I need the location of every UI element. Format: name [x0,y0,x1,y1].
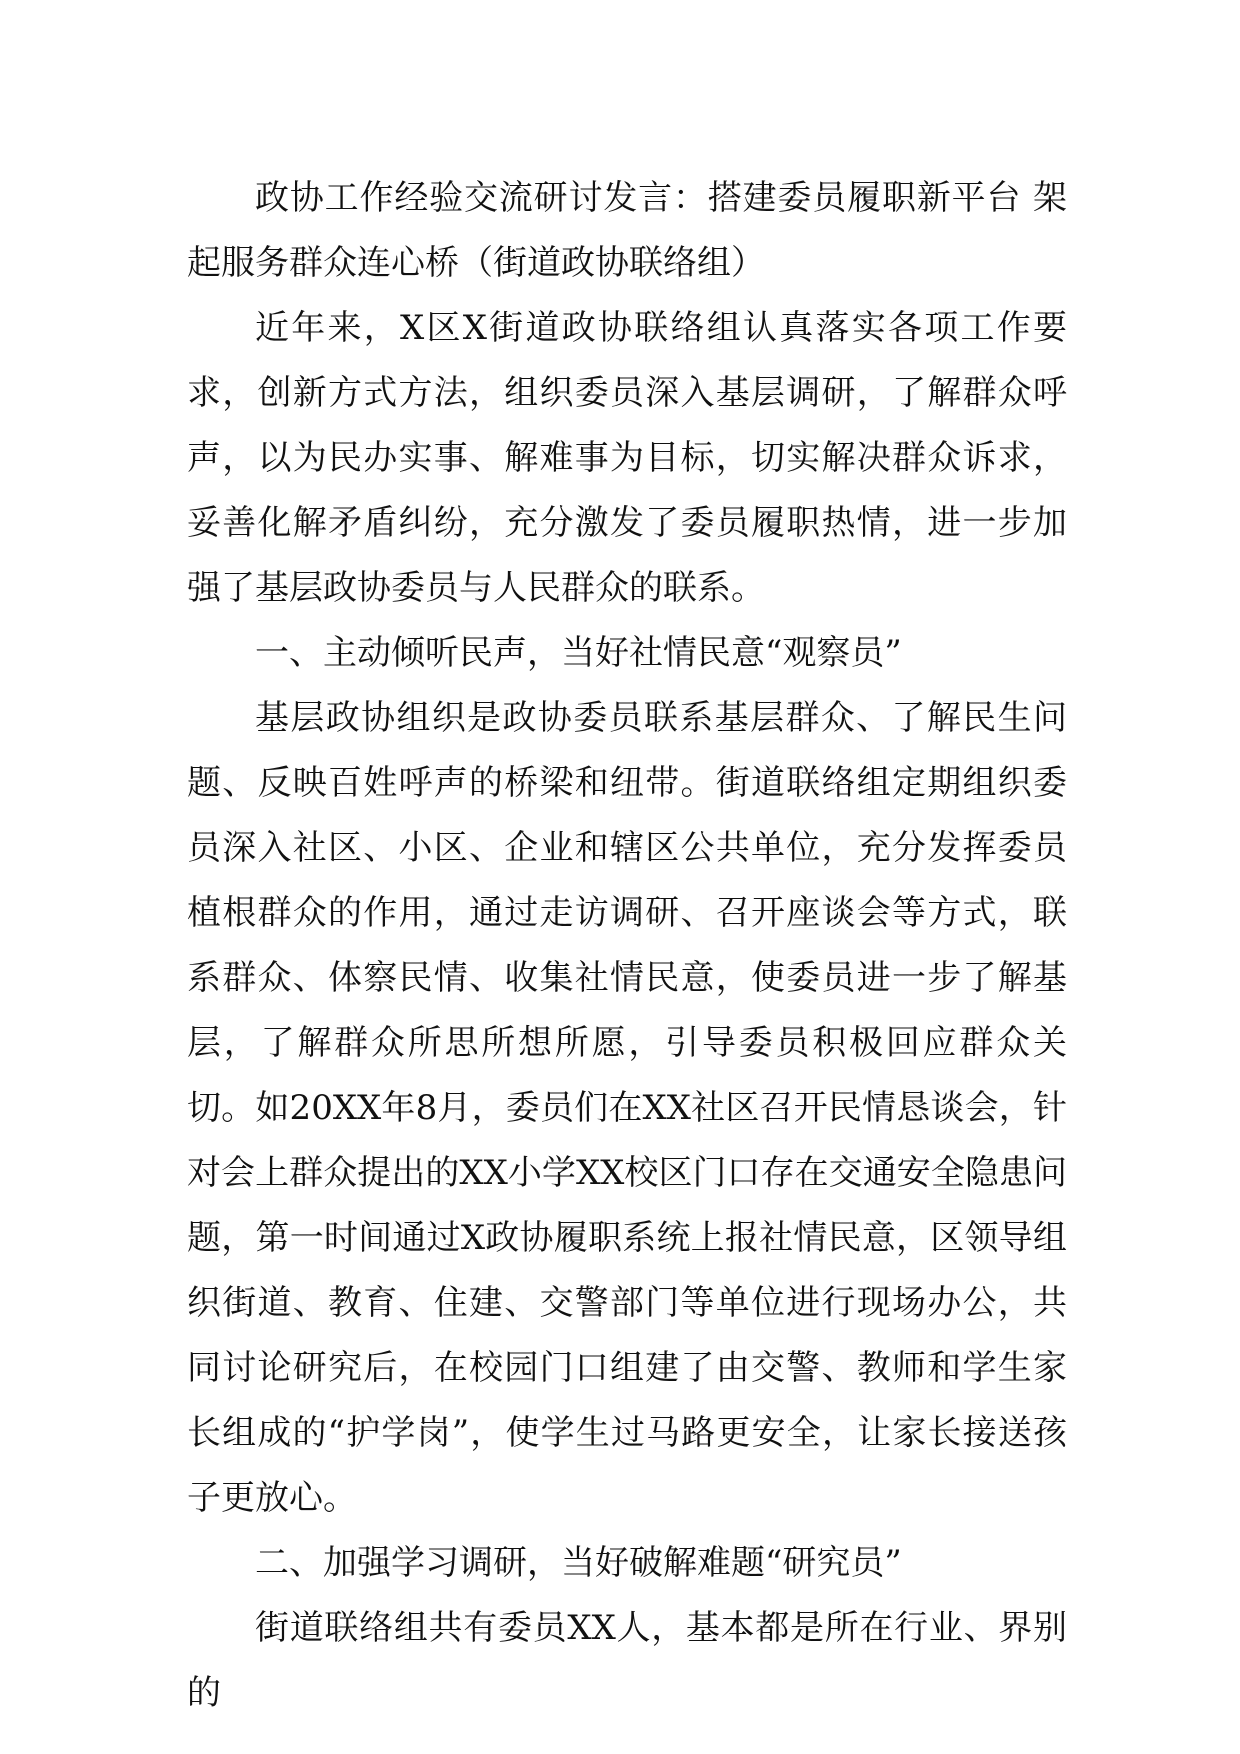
document-body [187,166,1067,1726]
paragraph-section-1: 基层政协组织是政协委员联系基层群众、了解民生问题、反映百姓呼声的桥梁和纽带。街道联络组定期组织委员深入社区、小区、企业和辖区公共单位，充分发挥委员植根群众的作用，通过走访调研、召开座谈会等方式，联系群众、体察民情、收集社情民意，使委员进一步了解基层，了解群众所思所想所愿，引导委员积极回应群众关切。如20XX年8月，委员们在XX社区召开民情恳谈会，针对会上群众提出的XX小学XX校区门口存在交通安全隐患问题，第一时间通过X政协履职系统上报社情民意，区领导组织街道、教育、住建、交警部门等单位进行现场办公，共同讨论研究后，在校园门口组建了由交警、教师和学生家长组成的“护学岗”，使学生过马路更安全，让家长接送孩子更放心。 [187,698,1067,1518]
paragraph-intro: 近年来，X区X街道政协联络组认真落实各项工作要求，创新方式方法，组织委员深入基层调研，了解群众呼声，以为民办实事、解难事为目标，切实解决群众诉求，妥善化解矛盾纠纷，充分激发了委员履职热情，进一步加强了基层政协委员与人民群众的联系。 [187,308,1067,608]
paragraph-section-2: 街道联络组共有委员XX人，基本都是所在行业、界别的 [187,1608,1067,1713]
section-heading-2: 二、加强学习调研，当好破解难题“研究员” [255,1543,902,1583]
section-heading-1: 一、主动倾听民声，当好社情民意“观察员” [255,633,902,673]
document-title: 政协工作经验交流研讨发言：搭建委员履职新平台 架起服务群众连心桥（街道政协联络组） [187,178,1067,283]
